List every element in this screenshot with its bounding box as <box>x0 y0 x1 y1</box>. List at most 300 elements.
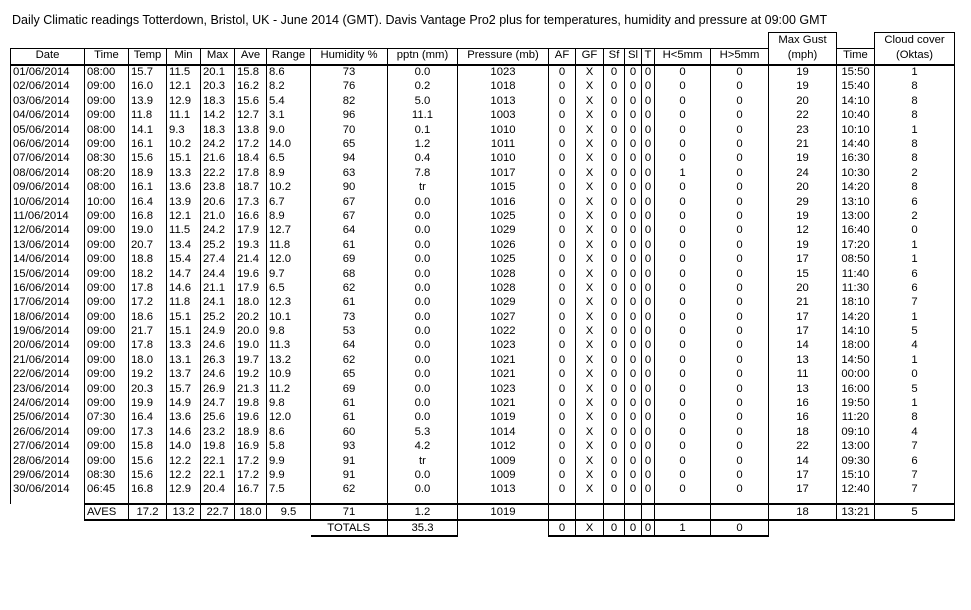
cell-sf: 0 <box>604 440 625 454</box>
cell-pptn: 0.0 <box>388 339 458 353</box>
header-cloud-cover: Cloud cover <box>875 33 955 49</box>
header-humidity: Humidity % <box>311 48 388 65</box>
cell-gf: X <box>576 368 604 382</box>
cell-hgt5: 0 <box>711 339 769 353</box>
cell-hgt5: 0 <box>711 181 769 195</box>
cell-temp: 16.8 <box>129 209 167 223</box>
cell-time: 08:00 <box>85 65 129 80</box>
table-row <box>11 137 955 151</box>
cell-hgt5: 0 <box>711 109 769 123</box>
cell-gf: X <box>576 382 604 396</box>
cell-hlt5: 0 <box>655 267 711 281</box>
cell-af: 0 <box>549 152 576 166</box>
table-row <box>11 296 955 310</box>
cell-sl: 0 <box>625 224 642 238</box>
cell-sl: 0 <box>625 353 642 367</box>
cell-range: 7.5 <box>267 483 311 497</box>
cell-gf: X <box>576 209 604 223</box>
cell-t: 0 <box>642 195 655 209</box>
aves-gust-time: 13:21 <box>837 504 875 520</box>
cell-temp: 15.6 <box>129 454 167 468</box>
cell-gust: 21 <box>769 296 837 310</box>
cell-sl: 0 <box>625 281 642 295</box>
cell-range: 5.4 <box>267 94 311 108</box>
cell-min: 14.0 <box>167 440 201 454</box>
cell-min: 13.9 <box>167 195 201 209</box>
cell-humidity: 63 <box>311 166 388 180</box>
cell-gust: 11 <box>769 368 837 382</box>
cell-pptn: 0.0 <box>388 65 458 80</box>
cell-time: 09:00 <box>85 425 129 439</box>
cell-sf: 0 <box>604 166 625 180</box>
cell-gust: 17 <box>769 483 837 497</box>
cell-pptn: 0.0 <box>388 483 458 497</box>
cell-date: 06/06/2014 <box>11 137 85 151</box>
cell-hgt5: 0 <box>711 238 769 252</box>
cell-cloud: 8 <box>875 109 955 123</box>
cell-af: 0 <box>549 94 576 108</box>
cell-min: 12.1 <box>167 80 201 94</box>
cell-sf: 0 <box>604 425 625 439</box>
cell-date: 30/06/2014 <box>11 483 85 497</box>
table-row <box>11 468 955 482</box>
cell-time: 07:30 <box>85 411 129 425</box>
aves-ave: 18.0 <box>235 504 267 520</box>
cell-temp: 19.9 <box>129 396 167 410</box>
cell-hlt5: 0 <box>655 137 711 151</box>
cell-cloud: 0 <box>875 368 955 382</box>
cell-sl: 0 <box>625 137 642 151</box>
cell-time: 09:00 <box>85 396 129 410</box>
header-hail-lt5: H<5mm <box>655 48 711 65</box>
table-row <box>11 368 955 382</box>
cell-hlt5: 0 <box>655 123 711 137</box>
cell-date: 15/06/2014 <box>11 267 85 281</box>
cell-pressure: 1021 <box>458 396 549 410</box>
table-row <box>11 325 955 339</box>
cell-sl: 0 <box>625 123 642 137</box>
cell-t: 0 <box>642 281 655 295</box>
table-row <box>11 396 955 410</box>
cell-af: 0 <box>549 281 576 295</box>
cell-range: 5.8 <box>267 440 311 454</box>
cell-temp: 20.3 <box>129 382 167 396</box>
cell-hgt5: 0 <box>711 123 769 137</box>
cell-sl: 0 <box>625 411 642 425</box>
cell-t: 0 <box>642 325 655 339</box>
cell-pptn: 0.0 <box>388 368 458 382</box>
cell-max: 26.9 <box>201 382 235 396</box>
cell-sf: 0 <box>604 195 625 209</box>
cell-min: 14.9 <box>167 396 201 410</box>
cell-af: 0 <box>549 368 576 382</box>
cell-pressure: 1003 <box>458 109 549 123</box>
cell-ave: 18.4 <box>235 152 267 166</box>
totals-gf: X <box>576 520 604 536</box>
cell-range: 3.1 <box>267 109 311 123</box>
cell-cloud: 4 <box>875 425 955 439</box>
cell-sl: 0 <box>625 209 642 223</box>
cell-gf: X <box>576 267 604 281</box>
cell-gusttime: 12:40 <box>837 483 875 497</box>
cell-date: 16/06/2014 <box>11 281 85 295</box>
cell-gust: 18 <box>769 425 837 439</box>
cell-sl: 0 <box>625 425 642 439</box>
cell-af: 0 <box>549 382 576 396</box>
cell-date: 07/06/2014 <box>11 152 85 166</box>
cell-temp: 18.2 <box>129 267 167 281</box>
cell-hgt5: 0 <box>711 483 769 497</box>
cell-max: 20.4 <box>201 483 235 497</box>
cell-date: 18/06/2014 <box>11 310 85 324</box>
cell-humidity: 64 <box>311 224 388 238</box>
cell-gusttime: 13:00 <box>837 440 875 454</box>
cell-gf: X <box>576 152 604 166</box>
cell-ave: 19.0 <box>235 339 267 353</box>
cell-cloud: 1 <box>875 65 955 80</box>
cell-sl: 0 <box>625 253 642 267</box>
cell-gust: 17 <box>769 253 837 267</box>
cell-af: 0 <box>549 238 576 252</box>
cell-range: 9.9 <box>267 468 311 482</box>
aves-pptn: 1.2 <box>388 504 458 520</box>
cell-ave: 15.8 <box>235 65 267 80</box>
cell-hgt5: 0 <box>711 166 769 180</box>
cell-gusttime: 18:10 <box>837 296 875 310</box>
cell-humidity: 67 <box>311 195 388 209</box>
cell-gf: X <box>576 425 604 439</box>
cell-min: 12.2 <box>167 468 201 482</box>
cell-pressure: 1028 <box>458 267 549 281</box>
page-title: Daily Climatic readings Totterdown, Bristol, UK - June 2014 (GMT). Davis Vantage Pro2 plus for temperatures, humidity and pressure at 09:00 GMT <box>12 13 828 27</box>
header-af: AF <box>549 48 576 65</box>
cell-hgt5: 0 <box>711 325 769 339</box>
cell-af: 0 <box>549 224 576 238</box>
cell-ave: 19.6 <box>235 411 267 425</box>
cell-t: 0 <box>642 368 655 382</box>
cell-hlt5: 0 <box>655 396 711 410</box>
cell-gf: X <box>576 396 604 410</box>
cell-sl: 0 <box>625 382 642 396</box>
cell-max: 21.0 <box>201 209 235 223</box>
cell-gust: 19 <box>769 152 837 166</box>
cell-af: 0 <box>549 339 576 353</box>
cell-gf: X <box>576 483 604 497</box>
cell-cloud: 8 <box>875 411 955 425</box>
cell-pressure: 1011 <box>458 137 549 151</box>
cell-gf: X <box>576 325 604 339</box>
cell-range: 8.9 <box>267 166 311 180</box>
cell-sl: 0 <box>625 65 642 80</box>
cell-cloud: 7 <box>875 296 955 310</box>
cell-gusttime: 16:30 <box>837 152 875 166</box>
cell-date: 20/06/2014 <box>11 339 85 353</box>
cell-sl: 0 <box>625 181 642 195</box>
cell-hgt5: 0 <box>711 195 769 209</box>
cell-pptn: 0.0 <box>388 411 458 425</box>
cell-sl: 0 <box>625 109 642 123</box>
totals-hail-lt5: 1 <box>655 520 711 536</box>
cell-gust: 20 <box>769 94 837 108</box>
cell-temp: 21.7 <box>129 325 167 339</box>
cell-max: 21.1 <box>201 281 235 295</box>
cell-pressure: 1017 <box>458 166 549 180</box>
cell-cloud: 4 <box>875 339 955 353</box>
header-temp: Temp <box>129 48 167 65</box>
cell-pressure: 1023 <box>458 382 549 396</box>
cell-gust: 17 <box>769 468 837 482</box>
cell-gf: X <box>576 137 604 151</box>
cell-date: 10/06/2014 <box>11 195 85 209</box>
cell-date: 14/06/2014 <box>11 253 85 267</box>
cell-date: 04/06/2014 <box>11 109 85 123</box>
cell-time: 09:00 <box>85 368 129 382</box>
cell-cloud: 5 <box>875 382 955 396</box>
aves-temp: 17.2 <box>129 504 167 520</box>
cell-pptn: 1.2 <box>388 137 458 151</box>
cell-af: 0 <box>549 109 576 123</box>
cell-sf: 0 <box>604 382 625 396</box>
cell-ave: 19.3 <box>235 238 267 252</box>
cell-ave: 20.0 <box>235 325 267 339</box>
cell-hlt5: 0 <box>655 454 711 468</box>
table-row <box>11 181 955 195</box>
cell-max: 26.3 <box>201 353 235 367</box>
cell-humidity: 90 <box>311 181 388 195</box>
cell-sl: 0 <box>625 454 642 468</box>
cell-pptn: 0.0 <box>388 353 458 367</box>
cell-gust: 29 <box>769 195 837 209</box>
cell-range: 6.5 <box>267 281 311 295</box>
cell-range: 14.0 <box>267 137 311 151</box>
cell-hgt5: 0 <box>711 396 769 410</box>
cell-humidity: 94 <box>311 152 388 166</box>
cell-gust: 13 <box>769 353 837 367</box>
cell-af: 0 <box>549 209 576 223</box>
cell-pressure: 1013 <box>458 483 549 497</box>
cell-pptn: 7.8 <box>388 166 458 180</box>
cell-gust: 19 <box>769 238 837 252</box>
cell-temp: 15.7 <box>129 65 167 80</box>
cell-ave: 18.7 <box>235 181 267 195</box>
cell-hlt5: 0 <box>655 339 711 353</box>
cell-min: 12.9 <box>167 483 201 497</box>
cell-min: 13.1 <box>167 353 201 367</box>
cell-gusttime: 16:00 <box>837 382 875 396</box>
cell-gusttime: 19:50 <box>837 396 875 410</box>
cell-sl: 0 <box>625 296 642 310</box>
cell-hgt5: 0 <box>711 94 769 108</box>
cell-sf: 0 <box>604 253 625 267</box>
cell-date: 28/06/2014 <box>11 454 85 468</box>
cell-max: 18.3 <box>201 123 235 137</box>
cell-ave: 16.6 <box>235 209 267 223</box>
totals-af: 0 <box>549 520 576 536</box>
table-row <box>11 310 955 324</box>
cell-range: 11.2 <box>267 382 311 396</box>
cell-sf: 0 <box>604 224 625 238</box>
cell-hgt5: 0 <box>711 310 769 324</box>
cell-cloud: 6 <box>875 267 955 281</box>
cell-max: 21.6 <box>201 152 235 166</box>
cell-gf: X <box>576 94 604 108</box>
cell-pptn: 0.1 <box>388 123 458 137</box>
cell-af: 0 <box>549 181 576 195</box>
cell-gust: 22 <box>769 109 837 123</box>
cell-pptn: 11.1 <box>388 109 458 123</box>
cell-pptn: tr <box>388 454 458 468</box>
cell-gusttime: 14:50 <box>837 353 875 367</box>
cell-sf: 0 <box>604 123 625 137</box>
cell-gusttime: 11:20 <box>837 411 875 425</box>
cell-gust: 17 <box>769 325 837 339</box>
cell-sf: 0 <box>604 209 625 223</box>
cell-temp: 16.1 <box>129 181 167 195</box>
cell-pressure: 1028 <box>458 281 549 295</box>
cell-date: 26/06/2014 <box>11 425 85 439</box>
cell-sl: 0 <box>625 468 642 482</box>
cell-cloud: 8 <box>875 152 955 166</box>
cell-date: 19/06/2014 <box>11 325 85 339</box>
cell-af: 0 <box>549 195 576 209</box>
cell-gusttime: 15:50 <box>837 65 875 80</box>
cell-humidity: 60 <box>311 425 388 439</box>
cell-cloud: 7 <box>875 468 955 482</box>
cell-sf: 0 <box>604 94 625 108</box>
cell-hlt5: 0 <box>655 310 711 324</box>
cell-gf: X <box>576 166 604 180</box>
cell-humidity: 82 <box>311 94 388 108</box>
cell-pressure: 1023 <box>458 65 549 80</box>
cell-min: 11.1 <box>167 109 201 123</box>
cell-af: 0 <box>549 396 576 410</box>
cell-t: 0 <box>642 109 655 123</box>
table-row <box>11 440 955 454</box>
cell-hgt5: 0 <box>711 382 769 396</box>
cell-ave: 19.6 <box>235 267 267 281</box>
cell-time: 08:30 <box>85 152 129 166</box>
totals-sl: 0 <box>625 520 642 536</box>
cell-date: 08/06/2014 <box>11 166 85 180</box>
cell-sf: 0 <box>604 310 625 324</box>
cell-pptn: tr <box>388 181 458 195</box>
cell-gust: 19 <box>769 209 837 223</box>
cell-t: 0 <box>642 296 655 310</box>
cell-sf: 0 <box>604 267 625 281</box>
header-sf: Sf <box>604 48 625 65</box>
cell-gf: X <box>576 468 604 482</box>
cell-ave: 17.2 <box>235 454 267 468</box>
cell-range: 9.8 <box>267 396 311 410</box>
table-row <box>11 483 955 497</box>
cell-date: 23/06/2014 <box>11 382 85 396</box>
totals-sf: 0 <box>604 520 625 536</box>
cell-time: 09:00 <box>85 209 129 223</box>
cell-hlt5: 1 <box>655 166 711 180</box>
cell-temp: 17.3 <box>129 425 167 439</box>
cell-range: 12.0 <box>267 253 311 267</box>
cell-sf: 0 <box>604 353 625 367</box>
cell-gusttime: 10:40 <box>837 109 875 123</box>
cell-cloud: 7 <box>875 483 955 497</box>
cell-gusttime: 11:30 <box>837 281 875 295</box>
cell-gusttime: 00:00 <box>837 368 875 382</box>
cell-t: 0 <box>642 209 655 223</box>
cell-pressure: 1029 <box>458 224 549 238</box>
header-date: Date <box>11 48 85 65</box>
cell-af: 0 <box>549 80 576 94</box>
cell-hlt5: 0 <box>655 80 711 94</box>
cell-gf: X <box>576 296 604 310</box>
cell-t: 0 <box>642 123 655 137</box>
cell-gust: 16 <box>769 396 837 410</box>
cell-hlt5: 0 <box>655 253 711 267</box>
cell-date: 03/06/2014 <box>11 94 85 108</box>
cell-time: 09:00 <box>85 310 129 324</box>
cell-humidity: 61 <box>311 296 388 310</box>
cell-af: 0 <box>549 411 576 425</box>
cell-date: 25/06/2014 <box>11 411 85 425</box>
cell-max: 22.2 <box>201 166 235 180</box>
cell-time: 09:00 <box>85 281 129 295</box>
cell-gust: 20 <box>769 281 837 295</box>
cell-time: 09:00 <box>85 238 129 252</box>
cell-pressure: 1016 <box>458 195 549 209</box>
cell-sf: 0 <box>604 281 625 295</box>
cell-min: 13.7 <box>167 368 201 382</box>
cell-t: 0 <box>642 353 655 367</box>
cell-humidity: 62 <box>311 281 388 295</box>
cell-pressure: 1009 <box>458 468 549 482</box>
cell-pressure: 1023 <box>458 339 549 353</box>
cell-max: 24.7 <box>201 396 235 410</box>
cell-sl: 0 <box>625 339 642 353</box>
cell-gust: 20 <box>769 181 837 195</box>
table-row <box>11 80 955 94</box>
cell-gf: X <box>576 224 604 238</box>
cell-sf: 0 <box>604 80 625 94</box>
cell-date: 22/06/2014 <box>11 368 85 382</box>
cell-hlt5: 0 <box>655 425 711 439</box>
cell-range: 11.8 <box>267 238 311 252</box>
cell-ave: 19.2 <box>235 368 267 382</box>
cell-af: 0 <box>549 65 576 80</box>
cell-time: 09:00 <box>85 224 129 238</box>
cell-cloud: 6 <box>875 454 955 468</box>
cell-gusttime: 14:10 <box>837 94 875 108</box>
table-row <box>11 353 955 367</box>
cell-time: 08:00 <box>85 123 129 137</box>
cell-max: 27.4 <box>201 253 235 267</box>
cell-sl: 0 <box>625 152 642 166</box>
cell-temp: 18.9 <box>129 166 167 180</box>
cell-hlt5: 0 <box>655 281 711 295</box>
cell-temp: 17.8 <box>129 281 167 295</box>
cell-gusttime: 15:10 <box>837 468 875 482</box>
cell-time: 09:00 <box>85 80 129 94</box>
cell-hgt5: 0 <box>711 137 769 151</box>
cell-pressure: 1009 <box>458 454 549 468</box>
cell-range: 8.2 <box>267 80 311 94</box>
cell-max: 19.8 <box>201 440 235 454</box>
table-row <box>11 152 955 166</box>
cell-sl: 0 <box>625 368 642 382</box>
cell-ave: 17.3 <box>235 195 267 209</box>
cell-pressure: 1021 <box>458 368 549 382</box>
cell-af: 0 <box>549 267 576 281</box>
cell-ave: 15.6 <box>235 94 267 108</box>
cell-humidity: 61 <box>311 238 388 252</box>
